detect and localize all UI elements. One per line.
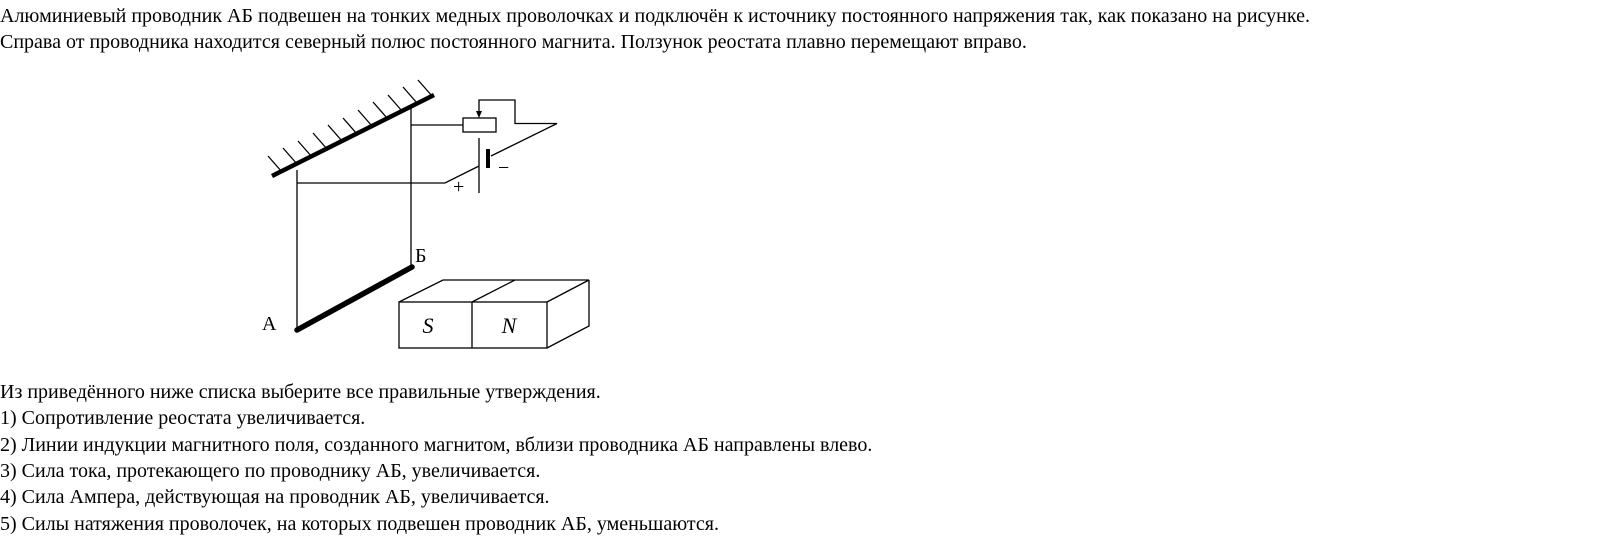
slider-arrow-icon — [476, 111, 482, 118]
rheostat — [463, 118, 496, 132]
conductor-ab — [297, 267, 412, 330]
option-4: 4) Сила Ампера, действующая на проводник АБ, увеличивается. — [0, 486, 550, 508]
ceiling — [272, 95, 434, 176]
option-1: 1) Сопротивление реостата увеличивается. — [0, 407, 366, 429]
intro-line-1: Алюминиевый проводник АБ подвешен на тонких медных проволочках и подключён к источнику постоянного напряжения так, как показано на рисунке. — [0, 5, 1310, 27]
option-5: 5) Силы натяжения проволочек, на которых подвешен проводник АБ, уменьшаются. — [0, 513, 719, 535]
label-b: Б — [415, 245, 427, 267]
plus-sign: + — [453, 176, 465, 198]
intro-line-2: Справа от проводника находится северный полюс постоянного магнита. Ползунок реостата плавно перемещают вправо. — [0, 31, 1027, 53]
magnet-s-label: S — [422, 313, 434, 338]
wire-slider — [479, 100, 557, 156]
option-2: 2) Линии индукции магнитного поля, созданного магнитом, вблизи проводника АБ направлены влево. — [0, 434, 873, 456]
label-a: А — [262, 313, 277, 335]
ceiling-hatching — [268, 80, 432, 172]
question-text: Из приведённого ниже списка выберите все правильные утверждения. — [0, 381, 601, 403]
magnet-n-label: N — [501, 313, 517, 338]
option-3: 3) Сила тока, протекающего по проводнику АБ, увеличивается. — [0, 460, 541, 482]
minus-sign: − — [498, 157, 510, 179]
wire-to-plus — [297, 166, 479, 183]
